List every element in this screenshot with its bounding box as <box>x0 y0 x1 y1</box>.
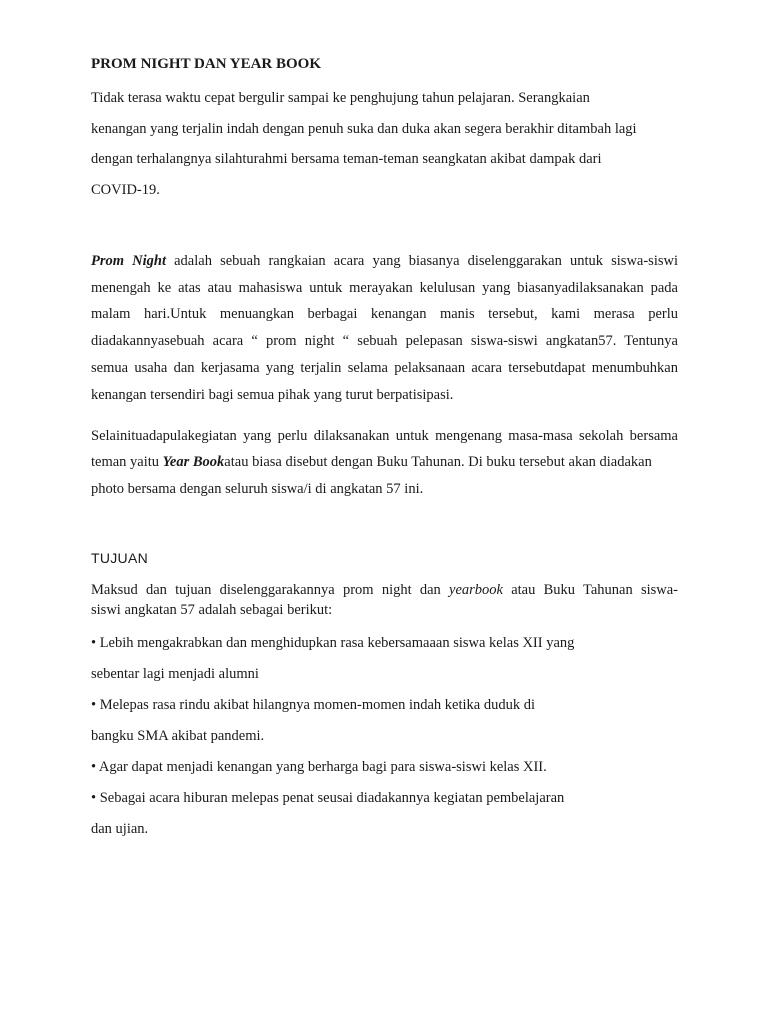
intro-line-2: kenangan yang terjalin indah dengan penuh suka dan duka akan segera berakhir ditambah lagi <box>91 121 637 137</box>
tujuan-line-1 <box>91 581 678 599</box>
yearbook-term-italic: yearbook <box>449 582 503 598</box>
year-book-term: Year Book <box>162 454 225 470</box>
prom-night-term: Prom Night <box>91 253 166 269</box>
intro-line-4: COVID-19. <box>91 182 160 198</box>
bullet-4: • Sebagai acara hiburan melepas penat seusai diadakannya kegiatan pembelajaran <box>91 790 565 806</box>
prom-line-3: malam hari.Untuk menuangkan berbagai kenangan manis tersebut, kami merasa perlu <box>91 306 678 322</box>
prom-line-1 <box>91 252 678 270</box>
yearbook-line-2 <box>91 453 652 471</box>
prom-line-4: diadakannyasebuah acara “ prom night “ sebuah pelepasan siswa-siswi angkatan57. Tentunya <box>91 333 678 349</box>
yearbook-line-2-pre: teman yaitu <box>91 454 163 470</box>
prom-line-2: menengah ke atas atau mahasiswa untuk merayakan kelulusan yang biasanyadilaksanakan pada <box>91 280 678 296</box>
tujuan-line-1-pre: Maksud dan tujuan diselenggarakannya prom night dan <box>91 582 450 598</box>
tujuan-heading: TUJUAN <box>91 550 149 566</box>
tujuan-line-2: siswi angkatan 57 adalah sebagai berikut: <box>91 602 333 618</box>
yearbook-line-1: Selainituadapulakegiatan yang perlu dilaksanakan untuk mengenang masa-masa sekolah bersama <box>91 428 678 444</box>
bullet-4-continued: dan ujian. <box>91 821 149 837</box>
yearbook-line-2-text: atau biasa disebut dengan Buku Tahunan. Di buku tersebut akan diadakan <box>224 454 652 470</box>
intro-line-1: Tidak terasa waktu cepat bergulir sampai ke penghujung tahun pelajaran. Serangkaian <box>91 90 590 106</box>
document-title: PROM NIGHT DAN YEAR BOOK <box>91 56 322 72</box>
yearbook-line-3: photo bersama dengan seluruh siswa/i di angkatan 57 ini. <box>91 481 424 497</box>
prom-line-5: semua usaha dan kerjasama yang terjalin selama pelaksanaan acara tersebutdapat menumbuhkan <box>91 360 678 376</box>
bullet-2-continued: bangku SMA akibat pandemi. <box>91 728 265 744</box>
intro-line-3: dengan terhalangnya silahturahmi bersama teman-teman seangkatan akibat dampak dari <box>91 151 602 167</box>
bullet-3: • Agar dapat menjadi kenangan yang berharga bagi para siswa-siswi kelas XII. <box>91 759 547 775</box>
tujuan-line-1-text: atau Buku Tahunan siswa- <box>502 582 678 598</box>
prom-line-6: kenangan tersendiri bagi semua pihak yang turut berpatisipasi. <box>91 387 454 403</box>
bullet-1-continued: sebentar lagi menjadi alumni <box>91 666 259 682</box>
bullet-2: • Melepas rasa rindu akibat hilangnya momen-momen indah ketika duduk di <box>91 697 535 713</box>
bullet-1: • Lebih mengakrabkan dan menghidupkan rasa kebersamaaan siswa kelas XII yang <box>91 635 575 651</box>
prom-line-1-text: adalah sebuah rangkaian acara yang biasanya diselenggarakan untuk siswa-siswi <box>166 253 678 269</box>
